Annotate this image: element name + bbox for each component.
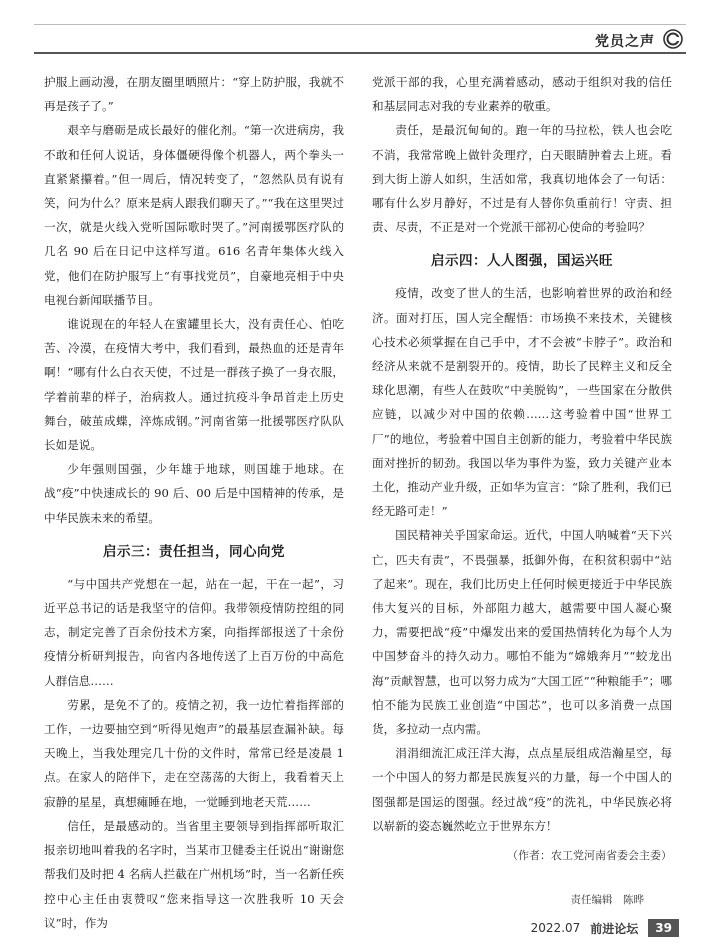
paragraph: 劳累，是免不了的。疫情之初，我一边忙着指挥部的工作，一边要抽空到“听得见炮声”的最基层查漏补缺。每天晚上，当我处理完几十份的文件时，常常已经是凌晨 1 点。在家人的陪伴下，走在空荡荡的大街上，我看着天上寂静的星星，真想瘫睡在地，一觉睡到地老天荒…… [44, 697, 344, 809]
circle-c-icon [663, 29, 683, 49]
left-column [44, 70, 344, 935]
header-top-rule [34, 24, 686, 25]
paragraph: 艰辛与磨砺是成长最好的催化剂。“第一次进病房，我不敢和任何人说话，身体僵硬得像个机器人，两个拳头一直紧紧攥着。”但一周后，情况转变了，“忽然队员有说有笑，问为什么？原来是病人跟我们聊天了。”“我在这里哭过一次，就是火线入党听国际歌时哭了。”河南援鄂医疗队的几名 90 后在日记中这样写道。616 名青年集体火线入党，他们在防护服写上“有事找党员”，自豪地亮相于中央电视台新闻联播节目。 [44, 123, 344, 307]
header-rule [34, 52, 686, 54]
paragraph: 少年强则国强，少年雄于地球，则国雄于地球。在战“疫”中快速成长的 90 后、00 后是中国精神的传承，是中华民族未来的希望。 [44, 462, 344, 525]
paragraph: 谁说现在的年轻人在蜜罐里长大，没有责任心、怕吃苦、冷漠，在疫情大考中，我们看到，最热血的还是青年啊！“哪有什么白衣天使，不过是一群孩子换了一身衣服，学着前辈的样子，治病救人。通过抗疫斗争昂首走上历史舞台，破茧成蝶，淬炼成钢。”河南省第一批援鄂医疗队队长如是说。 [44, 317, 344, 453]
issue-number: 2022.07 [530, 921, 581, 935]
paragraph: 国民精神关乎国家命运。近代，中国人呐喊着“天下兴亡，匹夫有责”，不畏强暴，抵御外侮，在积贫积弱中“站了起来”。现在，我们比历史上任何时候更接近于中华民族伟大复兴的目标，外部阻力越大，越需要中国人凝心聚力，需要把战“疫”中爆发出来的爱国热情转化为每个人为中国梦奋斗的持久动力。哪怕不能为“嫦娥奔月”“蛟龙出海”贡献智慧，也可以努力成为“大国工匠”“种粮能手”；哪怕不能为民族工业创造“中国芯”，也可以多消费一点国货，多拉动一点内需。 [372, 528, 672, 737]
author-credit: （作者：农工党河南省委会主委） [507, 849, 672, 863]
page-footer [531, 918, 679, 938]
paragraph: 信任，是最感动的。当省里主要领导到指挥部听取汇报亲切地叫着我的名字时，当某市卫健委主任说出“谢谢您帮我们及时把 4 名病人拦截在广州机场”时，当一名新任疾控中心主任由衷赞叹“您来指导这一次胜我听 10 天会议”时，作为 [44, 818, 344, 930]
paragraph: 涓涓细流汇成汪洋大海，点点星辰组成浩瀚星空，每一个中国人的努力都是民族复兴的力量，每一个中国人的图强都是国运的图强。经过战“疫”的洗礼，中华民族必将以崭新的姿态巍然屹立于世界东方！ [372, 746, 672, 833]
right-column [372, 70, 672, 912]
section-title: 党员之声 [595, 34, 655, 50]
magazine-name: 前进论坛 [590, 921, 639, 936]
paragraph: 党派干部的我，心里充满着感动，感动于组织对我的信任和基层同志对我的专业素养的敬重。 [372, 75, 672, 114]
page-number: 39 [648, 919, 679, 937]
editor-credit: 责任编辑 陈晔 [570, 894, 644, 907]
paragraph: 疫情，改变了世人的生活，也影响着世界的政治和经济。面对打压，国人完全醒悟：市场换不来技术，关键核心技术必须掌握在自己手中，才不会被“卡脖子”。政治和经济从来就不是割裂开的。疫情，助长了民粹主义和反全球化思潮，有些人在鼓吹“中美脱钩”，一些国家在分散供应链，以减少对中国的依赖……这考验着中国“世界工厂”的地位，考验着中国自主创新的能力，考验着中华民族面对挫折的韧劲。我国以华为事件为鉴，致力关键产业本土化，推动产业升级，正如华为宣言：“除了胜利，我们已经无路可走！” [372, 286, 672, 519]
section-heading-4: 启示四：人人图强，国运兴旺 [431, 253, 613, 270]
paragraph: 护服上画动漫，在朋友圈里晒照片：“穿上防护服，我就不再是孩子了。” [44, 75, 344, 114]
paragraph: “与中国共产党想在一起，站在一起，干在一起”，习近平总书记的话是我坚守的信仰。我带领疫情防控组的同志，制定完善了百余份技术方案，向指挥部报送了十余份疫情分析研判报告，向省内各地传送了上百万份的中高危人群信息…… [44, 576, 344, 688]
section-heading-3: 启示三：责任担当，同心向党 [103, 543, 285, 560]
paragraph: 责任，是最沉甸甸的。跑一年的马拉松，铁人也会吃不消，我常常晚上做针灸理疗，白天眼睛肿着去上班。看到大街上游人如织，生活如常，我真切地体会了一句话：哪有什么岁月静好，不过是有人替你负重前行！守责、担责、尽责，不正是对一个党派干部初心使命的考验吗？ [372, 123, 672, 235]
